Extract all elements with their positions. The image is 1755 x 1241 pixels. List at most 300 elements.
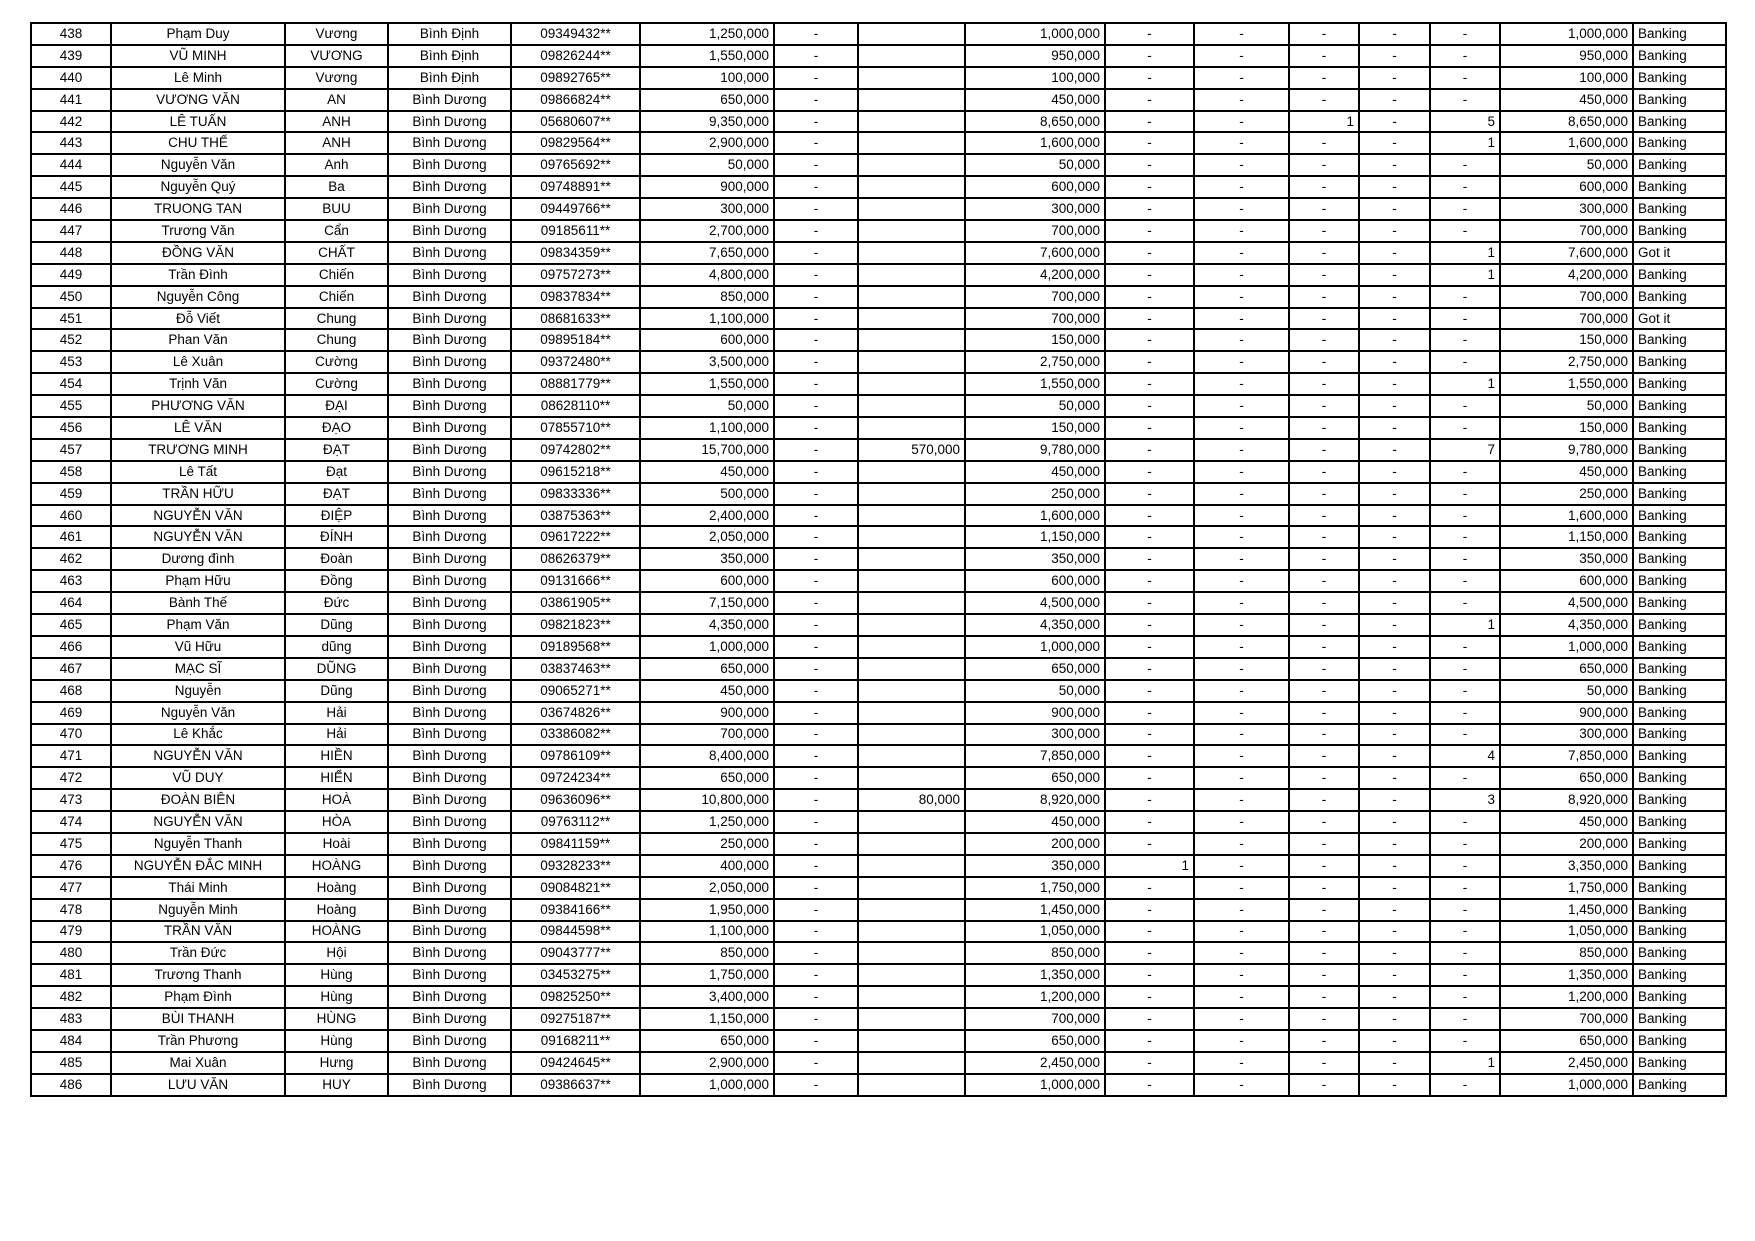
cell-given-name: Trần Phương: [111, 1030, 285, 1052]
cell-count-a: -: [1105, 614, 1194, 636]
cell-count-e: -: [1430, 680, 1500, 702]
cell-last-name: ĐẠT: [285, 439, 388, 461]
cell-amount-registered: 2,900,000: [640, 132, 774, 154]
cell-dash: -: [774, 242, 858, 264]
cell-amount-2: 1,150,000: [965, 526, 1105, 548]
cell-count-b: -: [1194, 242, 1289, 264]
cell-amount-2: 100,000: [965, 67, 1105, 89]
cell-status: Banking: [1633, 833, 1726, 855]
cell-status: Banking: [1633, 286, 1726, 308]
cell-status: Banking: [1633, 789, 1726, 811]
cell-extra-amount: [858, 67, 965, 89]
cell-province: Bình Dương: [388, 461, 511, 483]
cell-dash: -: [774, 220, 858, 242]
cell-count-c: -: [1289, 351, 1359, 373]
cell-count-d: -: [1359, 680, 1430, 702]
cell-amount-registered: 1,100,000: [640, 308, 774, 330]
cell-phone: 08681633**: [511, 308, 640, 330]
cell-amount-2: 650,000: [965, 1030, 1105, 1052]
cell-count-d: -: [1359, 483, 1430, 505]
cell-row-number: 453: [31, 351, 111, 373]
cell-count-b: -: [1194, 417, 1289, 439]
cell-phone: 09895184**: [511, 329, 640, 351]
cell-phone: 03453275**: [511, 964, 640, 986]
cell-given-name: Trương Thanh: [111, 964, 285, 986]
cell-given-name: ĐỒNG VĂN: [111, 242, 285, 264]
cell-count-b: -: [1194, 1030, 1289, 1052]
cell-amount-final: 350,000: [1500, 548, 1633, 570]
cell-dash: -: [774, 329, 858, 351]
cell-count-c: -: [1289, 308, 1359, 330]
cell-amount-registered: 4,800,000: [640, 264, 774, 286]
cell-amount-final: 300,000: [1500, 198, 1633, 220]
cell-amount-registered: 850,000: [640, 286, 774, 308]
cell-count-d: -: [1359, 329, 1430, 351]
cell-phone: 09384166**: [511, 899, 640, 921]
cell-count-d: -: [1359, 1052, 1430, 1074]
cell-row-number: 485: [31, 1052, 111, 1074]
cell-extra-amount: [858, 505, 965, 527]
cell-count-e: -: [1430, 548, 1500, 570]
cell-count-a: -: [1105, 986, 1194, 1008]
cell-province: Bình Dương: [388, 570, 511, 592]
cell-extra-amount: [858, 198, 965, 220]
cell-count-a: -: [1105, 351, 1194, 373]
cell-count-b: -: [1194, 483, 1289, 505]
cell-count-e: -: [1430, 702, 1500, 724]
cell-count-c: -: [1289, 745, 1359, 767]
cell-amount-registered: 250,000: [640, 833, 774, 855]
table-row: [31, 789, 1726, 811]
cell-count-c: 1: [1289, 111, 1359, 133]
cell-status: Banking: [1633, 548, 1726, 570]
cell-count-e: -: [1430, 724, 1500, 746]
cell-phone: 09615218**: [511, 461, 640, 483]
cell-count-d: -: [1359, 198, 1430, 220]
cell-amount-registered: 1,750,000: [640, 964, 774, 986]
cell-count-c: -: [1289, 45, 1359, 67]
cell-row-number: 480: [31, 942, 111, 964]
cell-amount-registered: 7,650,000: [640, 242, 774, 264]
cell-amount-registered: 900,000: [640, 702, 774, 724]
cell-count-a: -: [1105, 767, 1194, 789]
cell-count-e: 1: [1430, 614, 1500, 636]
cell-amount-2: 1,000,000: [965, 1074, 1105, 1096]
cell-row-number: 483: [31, 1008, 111, 1030]
cell-status: Banking: [1633, 680, 1726, 702]
cell-count-b: -: [1194, 286, 1289, 308]
table-row: [31, 877, 1726, 899]
cell-status: Banking: [1633, 329, 1726, 351]
cell-given-name: Bành Thế: [111, 592, 285, 614]
cell-last-name: Đoàn: [285, 548, 388, 570]
cell-given-name: Nguyễn: [111, 680, 285, 702]
cell-count-e: -: [1430, 899, 1500, 921]
cell-count-e: -: [1430, 942, 1500, 964]
cell-last-name: ANH: [285, 111, 388, 133]
cell-amount-final: 150,000: [1500, 417, 1633, 439]
cell-count-e: -: [1430, 67, 1500, 89]
cell-province: Bình Dương: [388, 154, 511, 176]
cell-count-c: -: [1289, 154, 1359, 176]
cell-count-c: -: [1289, 592, 1359, 614]
cell-count-a: -: [1105, 526, 1194, 548]
cell-amount-2: 4,200,000: [965, 264, 1105, 286]
cell-amount-2: 150,000: [965, 329, 1105, 351]
cell-dash: -: [774, 767, 858, 789]
cell-count-d: -: [1359, 877, 1430, 899]
cell-count-a: -: [1105, 483, 1194, 505]
cell-row-number: 481: [31, 964, 111, 986]
cell-count-a: -: [1105, 67, 1194, 89]
cell-phone: 03674826**: [511, 702, 640, 724]
cell-dash: -: [774, 505, 858, 527]
cell-province: Bình Định: [388, 67, 511, 89]
cell-extra-amount: 570,000: [858, 439, 965, 461]
cell-given-name: LÊ TUẤN: [111, 111, 285, 133]
cell-amount-2: 450,000: [965, 811, 1105, 833]
cell-last-name: Cẩn: [285, 220, 388, 242]
cell-amount-2: 1,600,000: [965, 132, 1105, 154]
cell-last-name: Hưng: [285, 1052, 388, 1074]
cell-phone: 07855710**: [511, 417, 640, 439]
cell-last-name: Vương: [285, 23, 388, 45]
cell-count-e: -: [1430, 23, 1500, 45]
cell-last-name: ĐẠO: [285, 417, 388, 439]
table-row: [31, 329, 1726, 351]
cell-row-number: 442: [31, 111, 111, 133]
cell-phone: 09837834**: [511, 286, 640, 308]
cell-given-name: Phạm Văn: [111, 614, 285, 636]
cell-amount-final: 8,650,000: [1500, 111, 1633, 133]
cell-count-c: -: [1289, 942, 1359, 964]
cell-count-a: -: [1105, 286, 1194, 308]
cell-count-c: -: [1289, 702, 1359, 724]
cell-dash: -: [774, 702, 858, 724]
cell-amount-2: 600,000: [965, 176, 1105, 198]
cell-dash: -: [774, 570, 858, 592]
cell-amount-registered: 600,000: [640, 570, 774, 592]
cell-count-b: -: [1194, 526, 1289, 548]
cell-last-name: HIỂN: [285, 767, 388, 789]
cell-dash: -: [774, 373, 858, 395]
cell-row-number: 439: [31, 45, 111, 67]
cell-amount-registered: 1,550,000: [640, 373, 774, 395]
cell-amount-registered: 1,250,000: [640, 811, 774, 833]
cell-province: Bình Dương: [388, 308, 511, 330]
cell-row-number: 474: [31, 811, 111, 833]
table-row: [31, 483, 1726, 505]
cell-last-name: Hoàng: [285, 899, 388, 921]
cell-status: Banking: [1633, 855, 1726, 877]
cell-amount-registered: 2,900,000: [640, 1052, 774, 1074]
cell-dash: -: [774, 1052, 858, 1074]
cell-province: Bình Dương: [388, 899, 511, 921]
cell-row-number: 438: [31, 23, 111, 45]
cell-count-e: -: [1430, 592, 1500, 614]
cell-last-name: HOÀNG: [285, 855, 388, 877]
cell-count-b: -: [1194, 702, 1289, 724]
cell-row-number: 469: [31, 702, 111, 724]
cell-count-e: -: [1430, 767, 1500, 789]
cell-count-c: -: [1289, 570, 1359, 592]
cell-count-c: -: [1289, 329, 1359, 351]
cell-count-c: -: [1289, 964, 1359, 986]
cell-count-c: -: [1289, 921, 1359, 943]
cell-count-d: -: [1359, 176, 1430, 198]
cell-count-a: -: [1105, 417, 1194, 439]
table-row: [31, 592, 1726, 614]
cell-count-b: -: [1194, 745, 1289, 767]
cell-given-name: TRẦN VĂN: [111, 921, 285, 943]
cell-count-c: -: [1289, 636, 1359, 658]
table-row: [31, 745, 1726, 767]
cell-phone: 08881779**: [511, 373, 640, 395]
cell-status: Banking: [1633, 767, 1726, 789]
cell-count-c: -: [1289, 461, 1359, 483]
cell-dash: -: [774, 286, 858, 308]
cell-count-a: -: [1105, 1074, 1194, 1096]
cell-count-d: -: [1359, 220, 1430, 242]
cell-phone: 09065271**: [511, 680, 640, 702]
cell-extra-amount: 80,000: [858, 789, 965, 811]
cell-extra-amount: [858, 417, 965, 439]
cell-given-name: Phan Văn: [111, 329, 285, 351]
cell-dash: -: [774, 439, 858, 461]
cell-amount-registered: 350,000: [640, 548, 774, 570]
cell-status: Banking: [1633, 176, 1726, 198]
cell-count-c: -: [1289, 986, 1359, 1008]
cell-province: Bình Dương: [388, 526, 511, 548]
table-row: [31, 1030, 1726, 1052]
cell-row-number: 478: [31, 899, 111, 921]
cell-amount-2: 4,500,000: [965, 592, 1105, 614]
cell-count-a: -: [1105, 833, 1194, 855]
cell-dash: -: [774, 45, 858, 67]
cell-count-d: -: [1359, 899, 1430, 921]
cell-province: Bình Dương: [388, 242, 511, 264]
table-row: [31, 942, 1726, 964]
cell-extra-amount: [858, 373, 965, 395]
cell-count-c: -: [1289, 67, 1359, 89]
cell-given-name: Lê Minh: [111, 67, 285, 89]
cell-count-b: -: [1194, 724, 1289, 746]
cell-status: Got it: [1633, 242, 1726, 264]
cell-amount-2: 1,350,000: [965, 964, 1105, 986]
cell-phone: 09386637**: [511, 1074, 640, 1096]
table-row: [31, 921, 1726, 943]
table-row: [31, 1052, 1726, 1074]
cell-amount-final: 950,000: [1500, 45, 1633, 67]
cell-count-c: -: [1289, 483, 1359, 505]
cell-extra-amount: [858, 132, 965, 154]
cell-count-a: -: [1105, 461, 1194, 483]
cell-extra-amount: [858, 111, 965, 133]
cell-count-c: -: [1289, 811, 1359, 833]
cell-count-a: -: [1105, 373, 1194, 395]
table-row: [31, 439, 1726, 461]
cell-amount-2: 1,050,000: [965, 921, 1105, 943]
cell-count-a: -: [1105, 264, 1194, 286]
cell-last-name: Anh: [285, 154, 388, 176]
cell-count-b: -: [1194, 505, 1289, 527]
cell-status: Banking: [1633, 89, 1726, 111]
cell-count-c: -: [1289, 395, 1359, 417]
cell-province: Bình Dương: [388, 789, 511, 811]
cell-given-name: Phạm Duy: [111, 23, 285, 45]
cell-extra-amount: [858, 483, 965, 505]
cell-count-e: -: [1430, 483, 1500, 505]
cell-amount-2: 350,000: [965, 855, 1105, 877]
cell-amount-registered: 8,400,000: [640, 745, 774, 767]
cell-count-b: -: [1194, 23, 1289, 45]
cell-row-number: 449: [31, 264, 111, 286]
cell-row-number: 466: [31, 636, 111, 658]
cell-given-name: NGUYỄN ĐẮC MINH: [111, 855, 285, 877]
cell-amount-final: 250,000: [1500, 483, 1633, 505]
cell-count-a: -: [1105, 1030, 1194, 1052]
cell-province: Bình Dương: [388, 351, 511, 373]
cell-amount-2: 1,200,000: [965, 986, 1105, 1008]
cell-count-d: -: [1359, 111, 1430, 133]
cell-dash: -: [774, 833, 858, 855]
cell-count-e: 1: [1430, 132, 1500, 154]
cell-amount-final: 1,450,000: [1500, 899, 1633, 921]
cell-amount-2: 2,450,000: [965, 1052, 1105, 1074]
cell-extra-amount: [858, 592, 965, 614]
cell-count-d: -: [1359, 811, 1430, 833]
cell-last-name: Dũng: [285, 614, 388, 636]
cell-row-number: 472: [31, 767, 111, 789]
cell-amount-registered: 4,350,000: [640, 614, 774, 636]
cell-amount-final: 100,000: [1500, 67, 1633, 89]
cell-given-name: CHU THẾ: [111, 132, 285, 154]
cell-amount-2: 50,000: [965, 154, 1105, 176]
cell-count-d: -: [1359, 548, 1430, 570]
cell-dash: -: [774, 614, 858, 636]
cell-count-a: -: [1105, 964, 1194, 986]
cell-amount-final: 1,150,000: [1500, 526, 1633, 548]
cell-row-number: 465: [31, 614, 111, 636]
cell-status: Banking: [1633, 811, 1726, 833]
cell-given-name: Trịnh Văn: [111, 373, 285, 395]
cell-amount-registered: 1,000,000: [640, 636, 774, 658]
cell-dash: -: [774, 483, 858, 505]
cell-count-d: -: [1359, 395, 1430, 417]
cell-amount-final: 8,920,000: [1500, 789, 1633, 811]
cell-phone: 09821823**: [511, 614, 640, 636]
table-row: [31, 308, 1726, 330]
cell-province: Bình Dương: [388, 921, 511, 943]
cell-count-c: -: [1289, 548, 1359, 570]
cell-count-d: -: [1359, 767, 1430, 789]
cell-province: Bình Dương: [388, 680, 511, 702]
cell-extra-amount: [858, 636, 965, 658]
cell-count-c: -: [1289, 176, 1359, 198]
cell-amount-2: 300,000: [965, 724, 1105, 746]
cell-status: Banking: [1633, 745, 1726, 767]
cell-phone: 09825250**: [511, 986, 640, 1008]
cell-dash: -: [774, 23, 858, 45]
cell-count-a: 1: [1105, 855, 1194, 877]
cell-count-d: -: [1359, 789, 1430, 811]
cell-count-a: -: [1105, 132, 1194, 154]
table-row: [31, 724, 1726, 746]
cell-row-number: 445: [31, 176, 111, 198]
cell-amount-final: 650,000: [1500, 1030, 1633, 1052]
table-row: [31, 417, 1726, 439]
table-row: [31, 132, 1726, 154]
cell-count-b: -: [1194, 811, 1289, 833]
cell-dash: -: [774, 132, 858, 154]
cell-count-b: -: [1194, 614, 1289, 636]
cell-dash: -: [774, 921, 858, 943]
cell-phone: 09833336**: [511, 483, 640, 505]
cell-province: Bình Dương: [388, 176, 511, 198]
cell-count-d: -: [1359, 942, 1430, 964]
cell-given-name: LƯU VĂN: [111, 1074, 285, 1096]
cell-dash: -: [774, 724, 858, 746]
cell-last-name: Chiến: [285, 264, 388, 286]
table-row: [31, 111, 1726, 133]
cell-count-a: -: [1105, 658, 1194, 680]
cell-amount-2: 700,000: [965, 286, 1105, 308]
cell-amount-registered: 3,500,000: [640, 351, 774, 373]
cell-count-d: -: [1359, 308, 1430, 330]
cell-count-a: -: [1105, 198, 1194, 220]
cell-amount-registered: 650,000: [640, 767, 774, 789]
cell-province: Bình Dương: [388, 89, 511, 111]
cell-given-name: VƯƠNG VĂN: [111, 89, 285, 111]
cell-given-name: LÊ VĂN: [111, 417, 285, 439]
cell-extra-amount: [858, 767, 965, 789]
cell-count-e: 1: [1430, 264, 1500, 286]
cell-province: Bình Dương: [388, 702, 511, 724]
cell-last-name: Cường: [285, 351, 388, 373]
cell-amount-registered: 1,100,000: [640, 921, 774, 943]
cell-count-a: -: [1105, 680, 1194, 702]
cell-count-d: -: [1359, 921, 1430, 943]
cell-extra-amount: [858, 45, 965, 67]
cell-dash: -: [774, 658, 858, 680]
cell-amount-registered: 450,000: [640, 680, 774, 702]
cell-given-name: NGUYỄN VĂN: [111, 526, 285, 548]
cell-given-name: TRẦN HỮU: [111, 483, 285, 505]
cell-status: Banking: [1633, 964, 1726, 986]
cell-phone: 08626379**: [511, 548, 640, 570]
cell-province: Bình Dương: [388, 505, 511, 527]
cell-amount-registered: 1,550,000: [640, 45, 774, 67]
cell-province: Bình Dương: [388, 417, 511, 439]
cell-amount-2: 50,000: [965, 395, 1105, 417]
cell-status: Banking: [1633, 111, 1726, 133]
cell-extra-amount: [858, 526, 965, 548]
cell-row-number: 448: [31, 242, 111, 264]
cell-count-a: -: [1105, 329, 1194, 351]
cell-extra-amount: [858, 570, 965, 592]
cell-phone: 05680607**: [511, 111, 640, 133]
cell-status: Banking: [1633, 439, 1726, 461]
cell-amount-2: 700,000: [965, 220, 1105, 242]
cell-phone: 09617222**: [511, 526, 640, 548]
cell-amount-2: 650,000: [965, 658, 1105, 680]
cell-amount-final: 1,200,000: [1500, 986, 1633, 1008]
cell-phone: 09763112**: [511, 811, 640, 833]
cell-count-b: -: [1194, 351, 1289, 373]
cell-amount-registered: 100,000: [640, 67, 774, 89]
cell-row-number: 476: [31, 855, 111, 877]
cell-status: Banking: [1633, 132, 1726, 154]
